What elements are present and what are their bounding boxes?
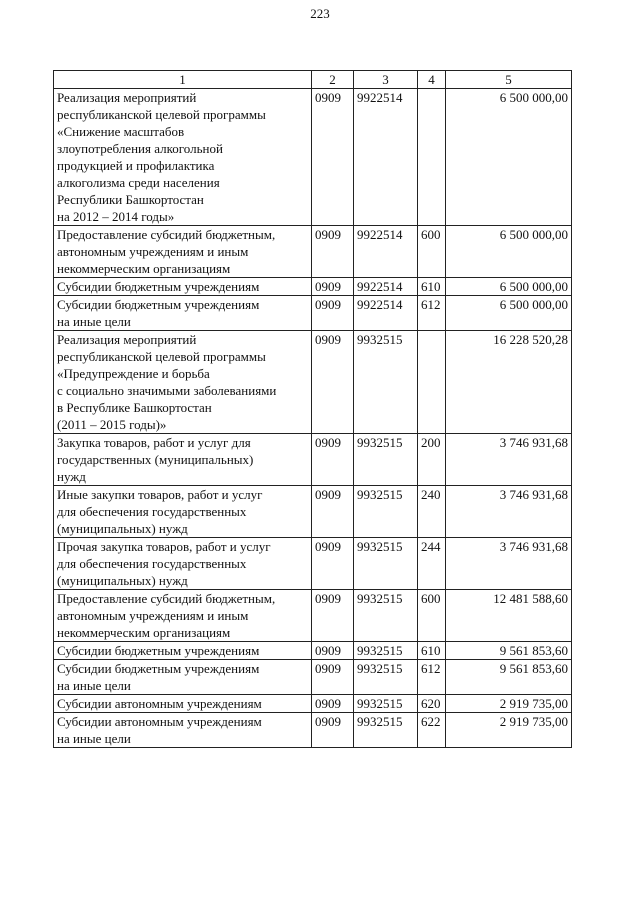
row-name-cell	[54, 331, 312, 434]
section-cell: 0909	[312, 642, 354, 660]
type-cell: 610	[418, 278, 446, 296]
row-name-line: Субсидии бюджетным учреждениям	[57, 661, 260, 676]
row-name-line: с социально значимыми заболеваниями	[57, 383, 277, 398]
section-cell: 0909	[312, 89, 354, 226]
type-cell: 612	[418, 660, 446, 695]
section-cell: 0909	[312, 538, 354, 590]
row-name-line: Субсидии бюджетным учреждениям	[57, 297, 260, 312]
row-name-line: республиканской целевой программы	[57, 349, 266, 364]
row-name-cell	[54, 296, 312, 331]
type-cell: 622	[418, 713, 446, 748]
page-number: 223	[310, 6, 330, 21]
amount-cell: 6 500 000,00	[446, 89, 572, 226]
row-name-line: (муниципальных) нужд	[57, 521, 188, 536]
row-name-line: автономным учреждениям и иным	[57, 608, 249, 623]
type-cell: 600	[418, 226, 446, 278]
row-name-cell	[54, 434, 312, 486]
section-cell: 0909	[312, 296, 354, 331]
section-cell: 0909	[312, 695, 354, 713]
amount-cell: 3 746 931,68	[446, 538, 572, 590]
article-cell: 9932515	[354, 538, 418, 590]
row-name-line: автономным учреждениям и иным	[57, 244, 249, 259]
article-cell: 9932515	[354, 590, 418, 642]
amount-cell: 6 500 000,00	[446, 296, 572, 331]
row-name-line: некоммерческим организациям	[57, 261, 231, 276]
amount-cell: 3 746 931,68	[446, 434, 572, 486]
amount-cell: 9 561 853,60	[446, 660, 572, 695]
table-row	[54, 89, 572, 226]
row-name-line: нужд	[57, 469, 86, 484]
table-row	[54, 538, 572, 590]
row-name-line: Предоставление субсидий бюджетным,	[57, 227, 276, 242]
header-col-2: 2	[312, 71, 354, 89]
header-row	[54, 71, 572, 89]
row-name-line: Закупка товаров, работ и услуг для	[57, 435, 251, 450]
article-cell: 9932515	[354, 695, 418, 713]
section-cell: 0909	[312, 590, 354, 642]
table-row	[54, 434, 572, 486]
amount-cell: 2 919 735,00	[446, 713, 572, 748]
type-cell: 200	[418, 434, 446, 486]
row-name-cell	[54, 590, 312, 642]
article-cell: 9922514	[354, 296, 418, 331]
row-name-line: на иные цели	[57, 314, 131, 329]
article-cell: 9932515	[354, 331, 418, 434]
article-cell: 9932515	[354, 434, 418, 486]
row-name-line: (2011 – 2015 годы)»	[57, 417, 167, 432]
row-name-line: алкоголизма среди населения	[57, 175, 220, 190]
section-cell: 0909	[312, 331, 354, 434]
amount-cell: 12 481 588,60	[446, 590, 572, 642]
article-cell: 9922514	[354, 89, 418, 226]
section-cell: 0909	[312, 434, 354, 486]
table-row	[54, 660, 572, 695]
section-cell: 0909	[312, 278, 354, 296]
amount-cell: 6 500 000,00	[446, 278, 572, 296]
row-name-line: на 2012 – 2014 годы»	[57, 209, 175, 224]
article-cell: 9922514	[354, 226, 418, 278]
table-row	[54, 226, 572, 278]
type-cell: 244	[418, 538, 446, 590]
amount-cell: 3 746 931,68	[446, 486, 572, 538]
header-col-4: 4	[418, 71, 446, 89]
header-col-1: 1	[54, 71, 312, 89]
row-name-cell	[54, 89, 312, 226]
row-name-cell	[54, 642, 312, 660]
row-name-cell	[54, 278, 312, 296]
row-name-line: (муниципальных) нужд	[57, 573, 188, 588]
row-name-cell	[54, 660, 312, 695]
article-cell: 9922514	[354, 278, 418, 296]
row-name-cell	[54, 538, 312, 590]
article-cell: 9932515	[354, 713, 418, 748]
row-name-line: некоммерческим организациям	[57, 625, 231, 640]
article-cell: 9932515	[354, 660, 418, 695]
table-row	[54, 278, 572, 296]
type-cell: 612	[418, 296, 446, 331]
amount-cell: 6 500 000,00	[446, 226, 572, 278]
row-name-line: Реализация мероприятий	[57, 90, 197, 105]
article-cell: 9932515	[354, 486, 418, 538]
row-name-line: Субсидии автономным учреждениям	[57, 696, 262, 711]
section-cell: 0909	[312, 660, 354, 695]
row-name-line: Реализация мероприятий	[57, 332, 197, 347]
type-cell: 610	[418, 642, 446, 660]
row-name-line: Прочая закупка товаров, работ и услуг	[57, 539, 271, 554]
table-row	[54, 486, 572, 538]
budget-table	[53, 70, 572, 748]
row-name-line: продукцией и профилактика	[57, 158, 215, 173]
row-name-line: для обеспечения государственных	[57, 556, 247, 571]
section-cell: 0909	[312, 226, 354, 278]
header-col-3: 3	[354, 71, 418, 89]
type-cell: 240	[418, 486, 446, 538]
row-name-line: Республики Башкортостан	[57, 192, 204, 207]
type-cell: 600	[418, 590, 446, 642]
type-cell	[418, 89, 446, 226]
row-name-line: на иные цели	[57, 731, 131, 746]
row-name-line: республиканской целевой программы	[57, 107, 266, 122]
table-row	[54, 296, 572, 331]
table-body	[54, 89, 572, 748]
section-cell: 0909	[312, 486, 354, 538]
row-name-cell	[54, 226, 312, 278]
row-name-line: злоупотребления алкогольной	[57, 141, 223, 156]
row-name-line: государственных (муниципальных)	[57, 452, 254, 467]
row-name-line: «Снижение масштабов	[57, 124, 185, 139]
row-name-line: Предоставление субсидий бюджетным,	[57, 591, 276, 606]
row-name-line: Субсидии бюджетным учреждениям	[57, 643, 260, 658]
amount-cell: 16 228 520,28	[446, 331, 572, 434]
row-name-cell	[54, 486, 312, 538]
row-name-line: Субсидии автономным учреждениям	[57, 714, 262, 729]
amount-cell: 2 919 735,00	[446, 695, 572, 713]
table-row	[54, 331, 572, 434]
row-name-cell	[54, 695, 312, 713]
table-row	[54, 695, 572, 713]
row-name-line: Иные закупки товаров, работ и услуг	[57, 487, 263, 502]
row-name-cell	[54, 713, 312, 748]
row-name-line: Субсидии бюджетным учреждениям	[57, 279, 260, 294]
row-name-line: на иные цели	[57, 678, 131, 693]
row-name-line: «Предупреждение и борьба	[57, 366, 210, 381]
row-name-line: для обеспечения государственных	[57, 504, 247, 519]
row-name-line: в Республике Башкортостан	[57, 400, 212, 415]
header-col-5: 5	[446, 71, 572, 89]
type-cell: 620	[418, 695, 446, 713]
table-row	[54, 590, 572, 642]
article-cell: 9932515	[354, 642, 418, 660]
table-row	[54, 713, 572, 748]
amount-cell: 9 561 853,60	[446, 642, 572, 660]
section-cell: 0909	[312, 713, 354, 748]
table-row	[54, 642, 572, 660]
type-cell	[418, 331, 446, 434]
